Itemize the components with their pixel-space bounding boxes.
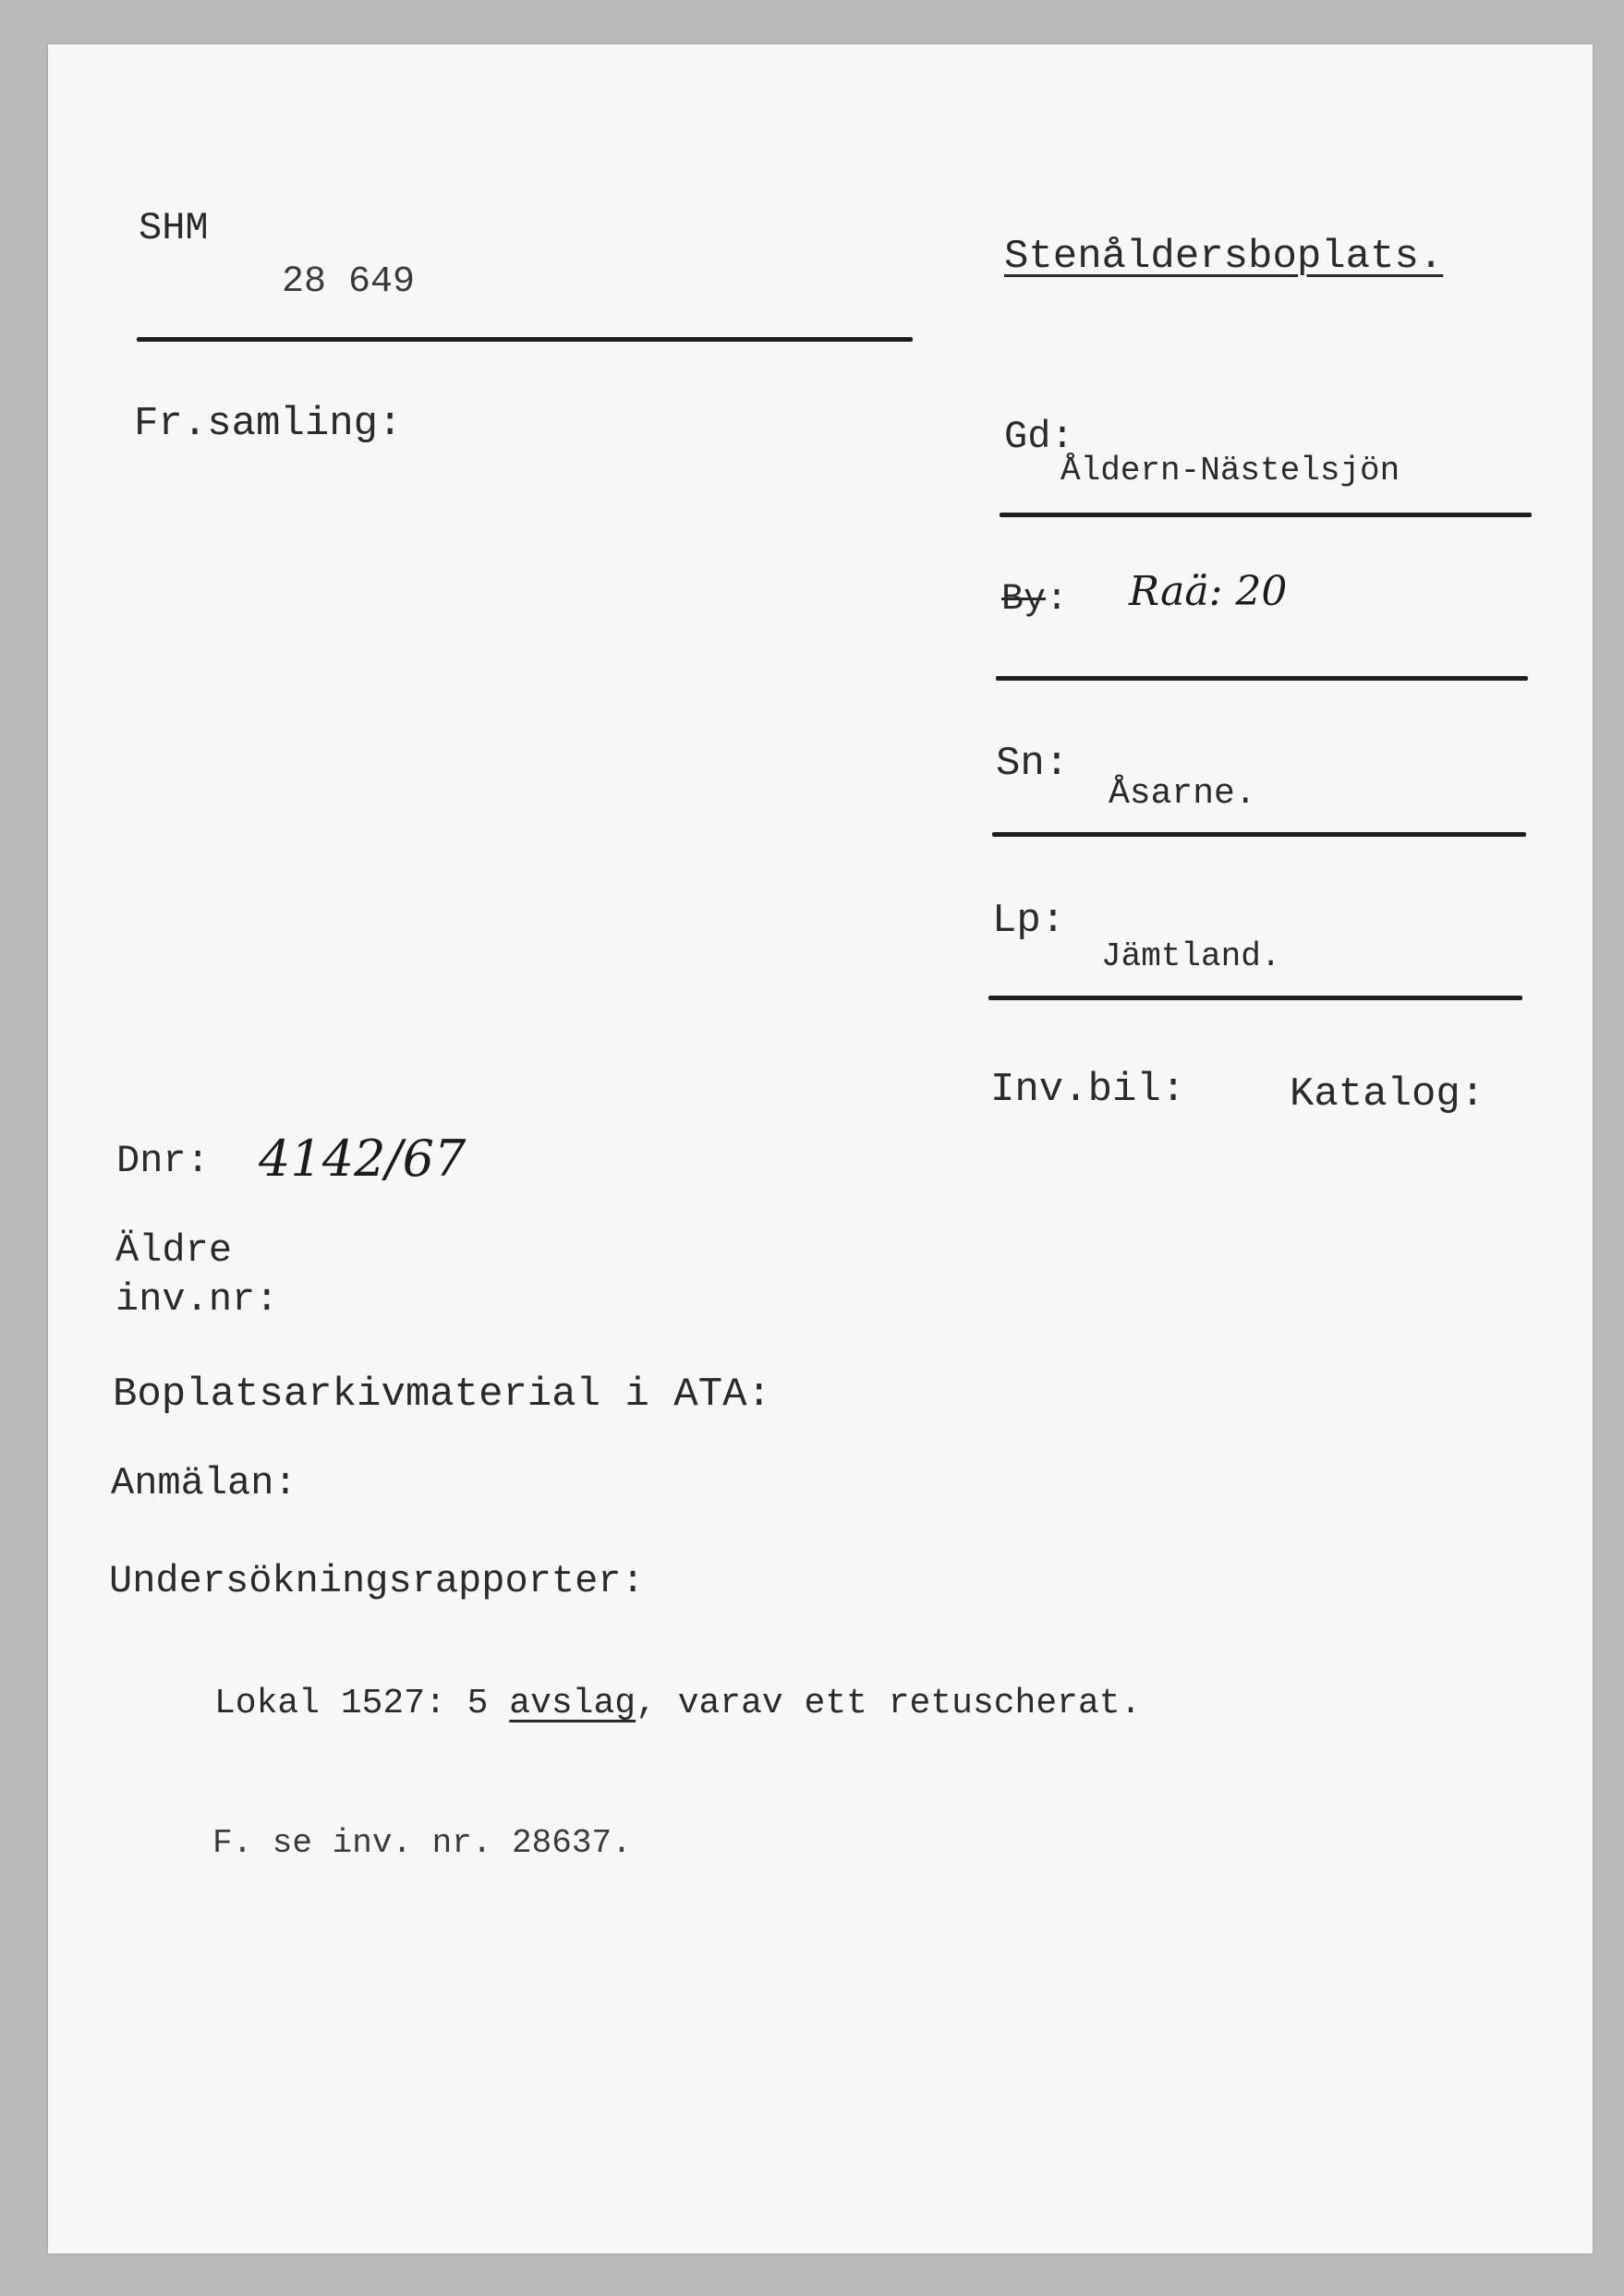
katalog-label: Katalog: [1290, 1071, 1485, 1118]
dnr-label: Dnr: [116, 1139, 210, 1183]
inv-nr-label: inv.nr: [115, 1277, 279, 1322]
dnr-value-handwritten: 4142/67 [259, 1130, 467, 1188]
by-colon: : [1046, 579, 1069, 621]
sn-rule [992, 832, 1526, 837]
boplats-label: Boplatsarkivmaterial i ATA: [113, 1372, 771, 1418]
catalog-card [48, 44, 1593, 2254]
aldre-label: Äldre [115, 1228, 233, 1273]
fr-samling-label: Fr.samling: [134, 401, 403, 447]
inv-bil-label: Inv.bil: [990, 1067, 1186, 1113]
collection-code: SHM [139, 206, 209, 250]
sn-value: Åsarne. [1109, 774, 1256, 814]
header-rule [137, 337, 913, 342]
inventory-number: 28 649 [282, 261, 416, 303]
gd-label: Gd: [1004, 415, 1074, 459]
by-rule [996, 676, 1528, 681]
gd-value: Åldern-Nästelsjön [1060, 452, 1400, 489]
note1-suffix: , varav ett retuscherat. [636, 1684, 1142, 1723]
sn-label: Sn: [996, 741, 1070, 787]
note-lokal-1527 [214, 1686, 1141, 1722]
by-label: By [1001, 579, 1047, 621]
by-value-handwritten: Raä: 20 [1129, 568, 1288, 615]
anmalan-label: Anmälan: [111, 1461, 297, 1505]
undersokning-label: Undersökningsrapporter: [109, 1559, 645, 1603]
site-category: Stenåldersboplats. [1004, 234, 1444, 280]
note1-prefix: Lokal 1527: 5 [214, 1684, 510, 1723]
by-field [1001, 579, 1069, 621]
lp-rule [988, 996, 1522, 1000]
note1-underlined: avslag [509, 1684, 636, 1723]
lp-label: Lp: [992, 898, 1066, 944]
note-see-inventory: F. se inv. nr. 28637. [212, 1824, 632, 1862]
gd-rule [1000, 513, 1532, 517]
lp-value: Jämtland. [1101, 937, 1281, 975]
